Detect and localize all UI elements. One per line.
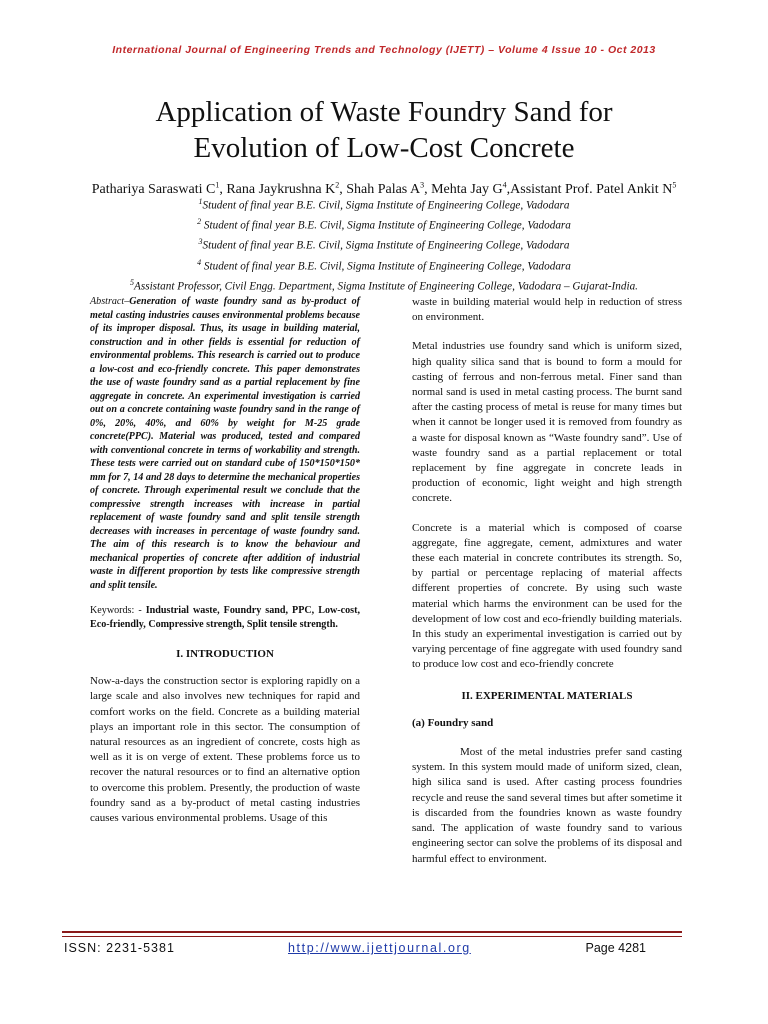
title-line-2: Evolution of Low-Cost Concrete [193, 132, 575, 164]
author: Pathariya Saraswati $C^1$, [91, 180, 227, 197]
abstract [90, 295, 360, 592]
affiliation: $^1$Student of final year B.E. Civil, Sigma Institute of Engineering College, Vadodara [198, 197, 570, 212]
affiliation: $^2$ Student of final year B.E. Civil, Sigma Institute of Engineering College, Vadodara [197, 217, 571, 232]
body-paragraph: Concrete is a material which is composed of coarse aggregate, fine aggregate, cement, admixtures and water these each material in concrete contributes its strength. So, by partial or percentage replacing of material affects different properties of concrete. By using such waste material which harms the environment can be used for the development of low cost and eco-friendly building materials. In this study an experimental investigation is carried out by varying percentage of fine aggregate with used foundry sand to produce low cost and eco-friendly concrete [412, 521, 682, 671]
author: Shah Palas $A^3$, [346, 180, 432, 197]
affiliation: $^4$ Student of final year B.E. Civil, Sigma Institute of Engineering College, Vadodara [197, 257, 571, 273]
body-paragraph: waste in building material would help in reduction of stress on environment. [412, 296, 682, 324]
affiliation: $^5$Assistant Professor, Civil Engg. Department, Sigma Institute of Engineering College, Vadodara – Gujarat-India. [130, 277, 638, 293]
paper-title [60, 94, 708, 166]
author: Assistant Prof. Patel Ankit $N^5$ [510, 180, 677, 197]
author: Rana Jaykrushna $K^2$, [226, 180, 347, 197]
abstract-text: Generation of waste foundry sand as by-product of metal casting industries causes environmental problems because of its improper disposal. Thus, its usage in building material, construction and in other fields is essential for reduction of environmental problems. This research is carried out to produce a low-cost and eco-friendly concrete. This paper demonstrates the use of waste foundry sand as a partial replacement by fine aggregate in concrete. An experimental investigation is carried out on a concrete containing waste foundry sand in the range of 0%, 20%, 40%, and 60% by weight for M-25 grade concrete(PPC). Material was produced, tested and compared with conventional concrete in terms of workability and strength. These tests were carried out on standard cube of 150*150*150* mm for 7, 14 and 28 days to determine the mechanical properties of concrete. Through experimental result we conclude that the compressive strength increases with increase in partial replacement of waste foundry sand and split tensile strength decreases with increases in percentage of waste foundry sand. The aim of this research is to know the behaviour and mechanical properties of concrete after addition of industrial waste in different proportion by tests like compressive strength and split tensile. [90, 296, 360, 591]
footer-divider [62, 936, 682, 937]
page-footer [62, 941, 682, 961]
body-paragraph: Most of the metal industries prefer sand casting system. In this system mould made of uniform sized, clean, high silica sand is used. After casting process foundries recycle and reuse the sand several times but after sometime it is discarded from the foundries known as waste foundry sand. The application of waste foundry sand to various engineering sector can solve the problems of its disposal and harmful effect to environment. [412, 746, 683, 865]
keywords-label: Keywords: - [90, 605, 146, 616]
section-heading-materials: II. EXPERIMENTAL MATERIALS [461, 689, 633, 702]
title-line-1: Application of Waste Foundry Sand for [155, 96, 613, 128]
keywords-text: Industrial waste, Foundry sand, PPC, Low-cost, Eco-friendly, Compressive strength, Split tensile strength. [90, 605, 360, 630]
right-column [412, 295, 682, 881]
section-heading-introduction: I. INTRODUCTION [176, 648, 274, 660]
journal-link[interactable]: http://www.ijettjournal.org [288, 941, 471, 955]
abstract-label: Abstract– [90, 296, 130, 307]
affiliation: $^3$Student of final year B.E. Civil, Sigma Institute of Engineering College, Vadodara [198, 237, 570, 253]
keywords [90, 604, 360, 631]
issn: ISSN: 2231-5381 [64, 941, 175, 955]
left-column [90, 295, 360, 840]
subsection-heading: (a) Foundry sand [412, 716, 494, 729]
affiliation-list [40, 194, 728, 295]
body-paragraph: Metal industries use foundry sand which is uniform sized, high quality silica sand that is bound to form a mould for casting of ferrous and non-ferrous metal. Finer sand than normal sand is used in metal casting process. The burnt sand after the casting process of metal is reuse for many times but when it cannot be longer used it is removed from foundry as a waste for disposal known as “Waste foundry sand”. Use of waste foundry sand as a partial replacement or total replacement by fine aggregate in concrete leads in production of economic, light weight and high strength concrete. [412, 340, 682, 505]
journal-header: International Journal of Engineering Trends and Technology (IJETT) – Volume 4 Issue 10 - Oct 2013 [112, 44, 656, 56]
introduction-paragraph: Now-a-days the construction sector is exploring rapidly on a large scale and also involves new techniques for rapid and comfort works on the field. Concrete as a building material plays an important role in this sector. The consumption of natural resources as an ingredient of concrete, costs high as well as it is on verge of extent. These problems force us to recover the natural resources or to find an alternative option to overcome this problem. Presently, the production of waste foundry sand as a by-product of metal casting industries causes various environmental problems. Usage of this [90, 675, 360, 825]
author: Mehta Jay $G^4$, [431, 180, 511, 197]
footer-divider [62, 931, 682, 933]
page-number: Page 4281 [585, 941, 646, 955]
